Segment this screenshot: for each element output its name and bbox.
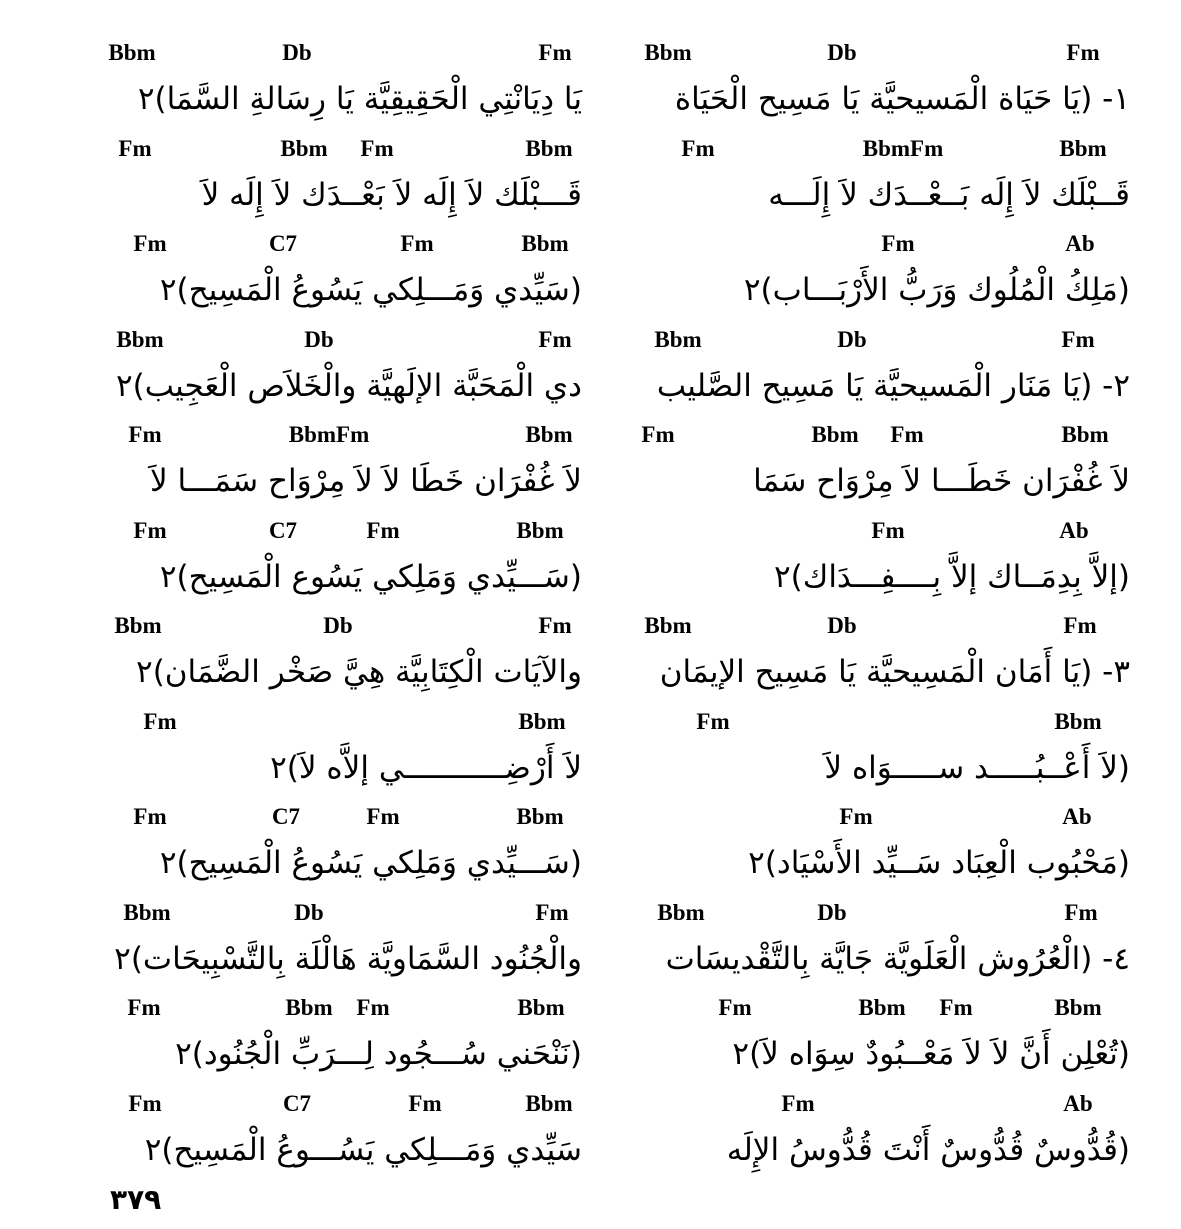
chord: Fm [408,1090,442,1116]
chord: Bbm [116,326,164,352]
right-line-9 [625,800,1130,896]
left-line-2 [52,132,582,228]
chord: Db [323,613,353,638]
lyric-line: ٢- (يَا مَنَار الْمَسيحيَّة يَا مَسِيح الصَّليب [656,367,1130,404]
chord: Fm [641,422,675,447]
chord: Bbm [516,517,564,543]
chord: Bbm [108,40,156,65]
chord: Ab [1062,804,1092,829]
chord: Fm [1064,899,1098,925]
chord: Bbm [657,899,705,925]
chord: Db [294,899,324,925]
chord-row [625,896,1130,930]
chord: Fm [1061,326,1095,352]
chord-row [52,609,582,643]
right-line-6 [625,514,1130,610]
lyric-line: (مَلِكُ الْمُلُوك وَرَبُّ الأَرْبَـــاب)٢ [743,272,1130,308]
left-line-6 [52,514,582,610]
chord: Fm [881,231,915,256]
chord: Bbm [1054,708,1102,734]
chord: Bbm [644,613,692,638]
lyric-line: لاَ أَرْضِـــــــــــي إلاَّه لاَ)٢ [270,749,582,786]
chord-row [52,1087,582,1121]
left-line-3 [52,227,582,323]
chord: Bbm [521,231,569,256]
right-line-3 [625,227,1130,323]
chord: Db [817,899,847,925]
left-line-11 [52,991,582,1087]
chord: Bbm [1061,422,1109,447]
chord: BbmFm [862,135,944,161]
right-line-7 [625,609,1130,705]
chord: Fm [718,995,752,1020]
left-line-8 [52,705,582,801]
lyric-line: (تُعْلِن أَنَّ لاَ لاَ مَعْــبُودٌ سِوَاه لاَ)٢ [732,1036,1130,1072]
lyric-line: ٤- (الْعُرُوش الْعَلَويَّة جَايَّة بِالتَّقْديسَات [665,940,1130,977]
chord: Bbm [516,804,564,829]
chord: Fm [127,995,161,1020]
chord: C7 [282,1090,312,1116]
chord: Bbm [525,422,573,447]
chord: Db [827,613,857,638]
chord: Fm [1066,40,1100,65]
right-line-8 [625,705,1130,801]
chord: Bbm [525,1090,573,1116]
lyric-line: (قُدُّوسٌ قُدُّوسٌ أَنْتَ قُدُّوسُ الإِلَه [726,1131,1130,1168]
chord: Fm [356,995,390,1020]
chord: Fm [696,708,730,734]
chord-row [625,418,1130,452]
chord: Fm [133,231,167,256]
chord: Bbm [285,995,333,1020]
chord-row [625,991,1130,1025]
chord: Bbm [811,422,859,447]
right-line-5 [625,418,1130,514]
chord: Fm [538,613,572,638]
chord-row [52,514,582,548]
chord: Fm [118,135,152,161]
page-number: ٣٧٩ [110,1183,162,1216]
left-line-5 [52,418,582,514]
chord: Bbm [525,135,573,161]
chord-row [52,418,582,452]
chord: Bbm [858,995,906,1020]
right-column [625,36,1130,1182]
chord: Fm [143,708,177,734]
right-line-2 [625,132,1130,228]
left-line-1 [52,36,582,132]
chord-row [625,800,1130,834]
left-column [52,36,582,1182]
lyric-line: (سَـــيِّدي وَمَلِكي يَسُوعُ الْمَسِيح)٢ [159,845,582,881]
right-line-4 [625,323,1130,419]
lyric-line: (لاَ أَعْــبُـــــد ســـــوَاه لاَ [824,749,1130,786]
chord: Fm [133,804,167,829]
chord: Bbm [1054,995,1102,1020]
lyric-line: والْجُنُود السَّمَاويَّة هَالْلَة بِالتَّسْبِيحَات)٢ [114,940,582,977]
right-line-12 [625,1087,1130,1183]
lyric-line: ٣- (يَا أَمَان الْمَسِيحيَّة يَا مَسِيح الإيمَان [659,654,1130,690]
chord-row [625,514,1130,548]
chord-row [625,132,1130,166]
chord: Fm [890,422,924,447]
chord-row [52,896,582,930]
chord-row [52,132,582,166]
chord: Ab [1059,517,1089,543]
chord: Ab [1065,231,1095,256]
lyric-line: قَـــبْلَك لاَ إِلَه لاَ بَعْــدَك لاَ إِلَه لاَ [201,176,582,213]
lyric-line: قَــبْلَك لاَ إِلَه بَــعْــدَك لاَ إِلَـــه [768,176,1130,213]
chord: Fm [535,899,569,925]
left-line-7 [52,609,582,705]
left-line-10 [52,896,582,992]
chord-row [625,323,1130,357]
right-line-1 [625,36,1130,132]
chord: Fm [133,517,167,543]
chord: Fm [360,135,394,161]
chord-row [52,800,582,834]
chord: Db [837,326,867,352]
lyric-line: يَا دِيَانْتِي الْحَقِيقِيَّة يَا رِسَالةِ السَّمَا)٢ [137,81,582,117]
chord-row [625,705,1130,739]
chord-row [625,609,1130,643]
chord: Fm [538,326,572,352]
lyric-line: (نَنْحَني سُـــجُود لِـــرَبِّ الْجُنُود)٢ [175,1036,582,1072]
chord: Ab [1063,1090,1093,1116]
chord: Fm [400,231,434,256]
chord: Bbm [1059,135,1107,161]
left-line-4 [52,323,582,419]
left-line-12 [52,1087,582,1183]
right-line-10 [625,896,1130,992]
chord: Fm [366,804,400,829]
right-line-11 [625,991,1130,1087]
chord-row [625,36,1130,70]
chord: C7 [271,804,301,829]
chord: Bbm [654,326,702,352]
chord: Fm [939,995,973,1020]
chord: Fm [681,135,715,161]
chord-row [625,227,1130,261]
chord: Fm [839,804,873,829]
chord: Bbm [114,613,162,638]
chord-row [52,36,582,70]
chord-row [52,705,582,739]
lyric-line: والآيَات الْكِتَابِيَّة هِيَّ صَخْر الضَّمَان)٢ [136,654,582,690]
lyric-line: (سَيِّدي وَمَـــلِكي يَسُوعُ الْمَسِيح)٢ [159,272,582,308]
lyric-line: ١- (يَا حَيَاة الْمَسيحيَّة يَا مَسِيح الْحَيَاة [674,81,1130,117]
chord-row [52,991,582,1025]
chord-row [625,1087,1130,1121]
chord: BbmFm [288,422,370,447]
lyric-line: لاَ غُفْرَان خَطَا لاَ لاَ مِرْوَاح سَمَـــا لاَ [149,463,582,499]
chord: Bbm [280,135,328,161]
lyric-line: دي الْمَحَبَّة الإلَهيَّة والْخَلاَص الْعَجِيب)٢ [115,367,582,404]
left-line-9 [52,800,582,896]
chord: Bbm [644,40,692,65]
chord: Db [827,40,857,65]
chord: Db [282,40,312,65]
chord: Fm [781,1090,815,1116]
lyric-line: سَيِّدي وَمَـــلِكي يَسُـــوعُ الْمَسِيح)٢ [144,1131,582,1168]
chord: Fm [128,422,162,447]
chord-row [52,323,582,357]
chord: Bbm [123,899,171,925]
chord: Bbm [517,995,565,1020]
chord: Fm [538,40,572,65]
chord: Fm [1063,613,1097,638]
lyric-line: (مَحْبُوب الْعِبَاد سَــيِّد الأَسْيَاد)٢ [748,845,1130,881]
lyric-line: لاَ غُفْرَان خَطَـــا لاَ مِرْوَاح سَمَا [753,463,1130,499]
chord: C7 [268,231,298,256]
lyric-line: (إلاَّ بِدِمَــاك إلاَّ بِــــفِـــدَاك)٢ [774,558,1130,595]
lyric-line: (سَـــيِّدي وَمَلِكي يَسُوع الْمَسِيح)٢ [159,558,582,595]
chord: Db [304,326,334,352]
chord: Fm [871,517,905,543]
chord: C7 [268,517,298,543]
chord: Fm [366,517,400,543]
chord: Bbm [518,708,566,734]
chord: Fm [128,1090,162,1116]
chord-row [52,227,582,261]
